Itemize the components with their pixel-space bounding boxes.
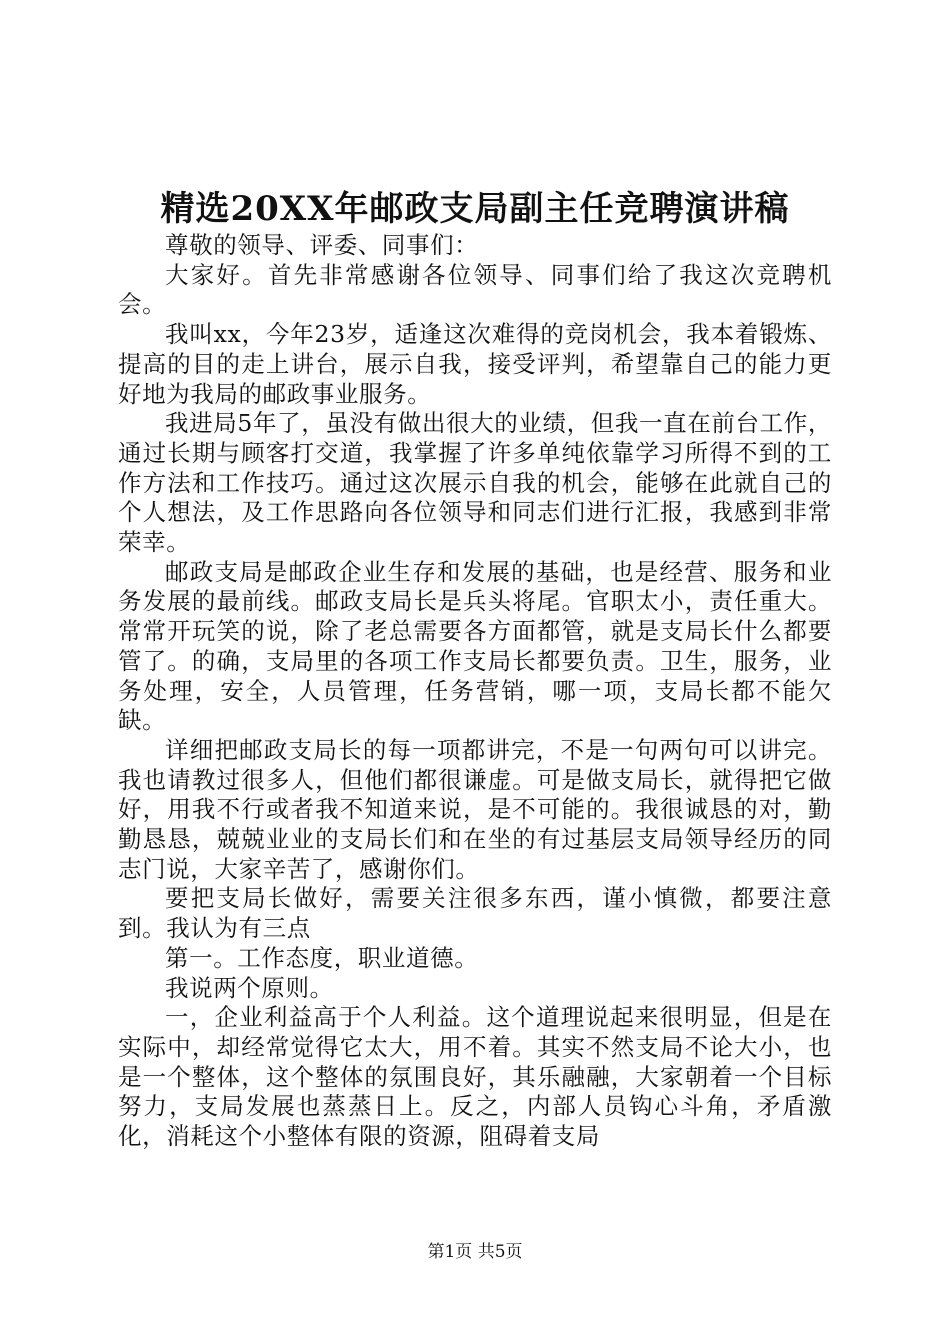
paragraph: 一，企业利益高于个人利益。这个道理说起来很明显，但是在实际中，却经常觉得它太大，用不着。其实不然支局不论大小，也是一个整体，这个整体的氛围良好，其乐融融，大家朝着一个目标努力，支局发展也蒸蒸日上。反之，内部人员钩心斗角，矛盾激化，消耗这个小整体有限的资源，阻碍着支局 xyxy=(118,1003,832,1151)
paragraph: 我说两个原则。 xyxy=(165,973,334,1002)
paragraph: 我进局5年了，虽没有做出很大的业绩，但我一直在前台工作，通过长期与顾客打交道，我掌握了许多单纯依靠学习所得不到的工作方法和工作技巧。通过这次展示自我的机会，能够在此就自己的个人想法，及工作思路向各位领导和同志们进行汇报，我感到非常荣幸。 xyxy=(118,409,832,557)
document-title: 精选20XX年邮政支局副主任竞聘演讲稿 xyxy=(160,189,790,229)
paragraph: 详细把邮政支局长的每一项都讲完，不是一句两句可以讲完。我也请教过很多人，但他们都很谦虚。可是做支局长，就得把它做好，用我不行或者我不知道来说，是不可能的。我很诚恳的对，勤勤恳恳，兢兢业业的支局长们和在坐的有过基层支局领导经历的同志门说，大家辛苦了，感谢你们。 xyxy=(118,735,832,883)
paragraph: 邮政支局是邮政企业生存和发展的基础，也是经营、服务和业务发展的最前线。邮政支局长是兵头将尾。官职太小，责任重大。常常开玩笑的说，除了老总需要各方面都管，就是支局长什么都要管了。的确，支局里的各项工作支局长都要负责。卫生，服务，业务处理，安全，人员管理，任务营销，哪一项，支局长都不能欠缺。 xyxy=(118,557,832,735)
document-body xyxy=(118,231,832,1152)
paragraph: 大家好。首先非常感谢各位领导、同事们给了我这次竞聘机会。 xyxy=(118,260,832,319)
section-heading: 第一。工作态度，职业道德。 xyxy=(165,943,479,972)
paragraph: 我叫xx，今年23岁，适逢这次难得的竞岗机会，我本着锻炼、提高的目的走上讲台，展示自我，接受评判，希望靠自己的能力更好地为我局的邮政事业服务。 xyxy=(118,320,832,408)
page-footer: 第1页 共5页 xyxy=(427,1242,523,1262)
paragraph-salutation: 尊敬的领导、评委、同事们： xyxy=(165,231,479,259)
paragraph: 要把支局长做好，需要关注很多东西，谨小慎微，都要注意到。我认为有三点 xyxy=(118,884,832,943)
